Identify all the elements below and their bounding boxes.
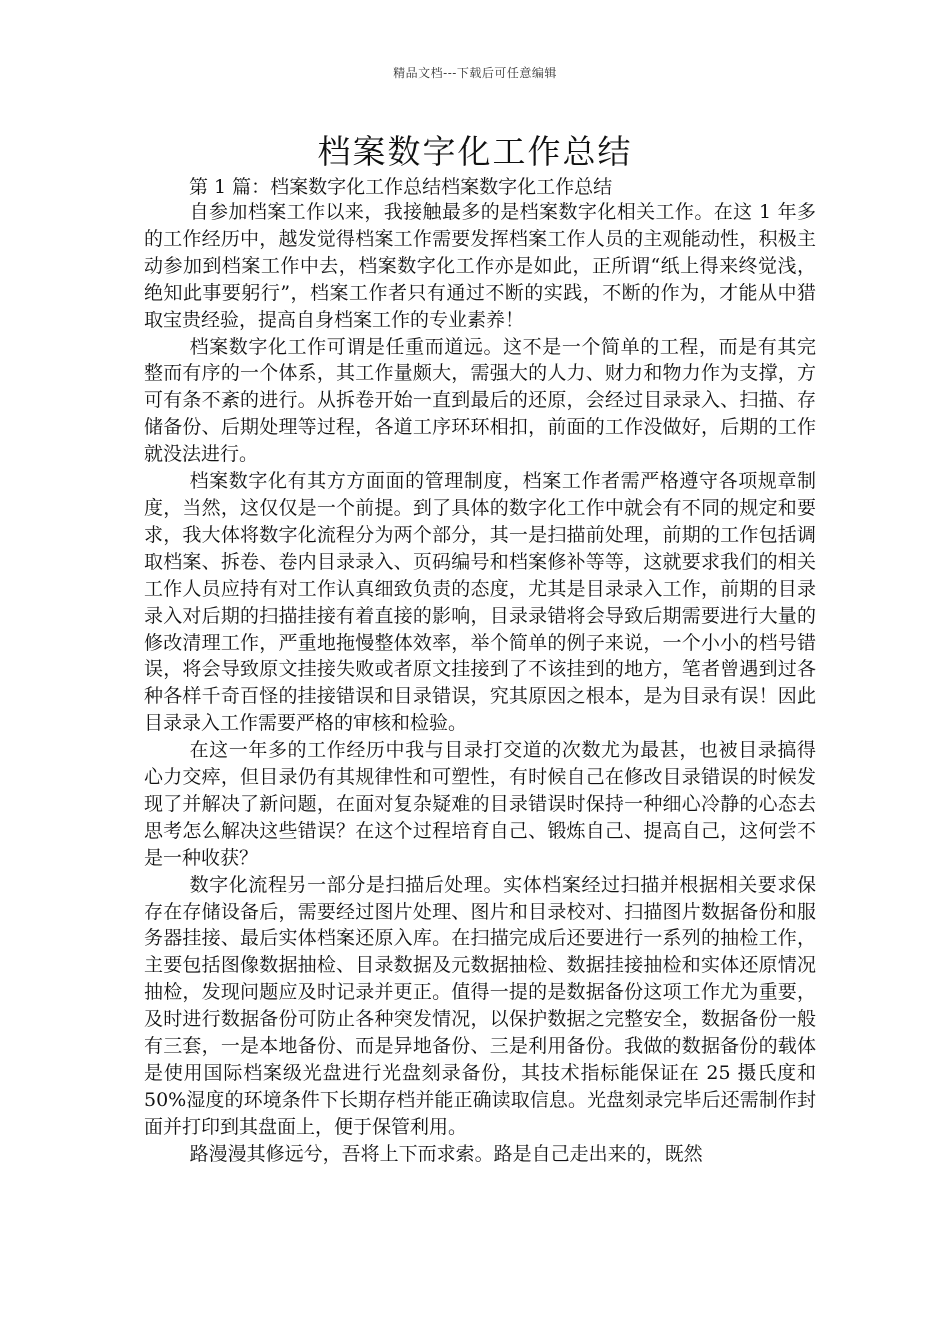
header-note: 精品文档---下载后可任意编辑 (393, 66, 557, 80)
section-heading: 第 1 篇：档案数字化工作总结档案数字化工作总结 (189, 176, 613, 198)
paragraph: 路漫漫其修远兮，吾将上下而求索。路是自己走出来的，既然 (189, 1142, 703, 1165)
document-title: 档案数字化工作总结 (317, 132, 633, 171)
paragraph: 自参加档案工作以来，我接触最多的是档案数字化相关工作。在这 1 年多的工作经历中，越发觉得档案工作需要发挥档案工作人员的主观能动性，积极主动参加到档案工作中去，档案数字化工作亦是如此，正所谓“纸上得来终觉浅，绝知此事要躬行”，档案工作者只有通过不断的实践，不断的作为，才能从中猎取宝贵经验，提高自身档案工作的专业素养！ (144, 201, 816, 331)
paragraph: 在这一年多的工作经历中我与目录打交道的次数尤为最甚，也被目录搞得心力交瘁，但目录仍有其规律性和可塑性，有时候自己在修改目录错误的时候发现了并解决了新问题，在面对复杂疑难的目录错误时保持一种细心冷静的心态去思考怎么解决这些错误？在这个过程培育自己、锻炼自己、提高自己，这何尝不是一种收获？ (144, 739, 816, 869)
paragraph: 数字化流程另一部分是扫描后处理。实体档案经过扫描并根据相关要求保存在存储设备后，需要经过图片处理、图片和目录校对、扫描图片数据备份和服务器挂接、最后实体档案还原入库。在扫描完成后还要进行一系列的抽检工作，主要包括图像数据抽检、目录数据及元数据抽检、数据挂接抽检和实体还原情况抽检，发现问题应及时记录并更正。值得一提的是数据备份这项工作尤为重要，及时进行数据备份可防止各种突发情况，以保护数据之完整安全，数据备份一般有三套，一是本地备份、而是异地备份、三是利用备份。我做的数据备份的载体是使用国际档案级光盘进行光盘刻录备份，其技术指标能保证在 25 摄氏度和 50%湿度的环境条件下长期存档并能正确读取信息。光盘刻录完毕后还需制作封面并打印到其盘面上，便于保管利用。 (144, 873, 816, 1138)
body-text (144, 199, 816, 1168)
paragraph: 档案数字化工作可谓是任重而道远。这不是一个简单的工程，而是有其完整而有序的一个体系，其工作量颇大，需强大的人力、财力和物力作为支撑，方可有条不紊的进行。从拆卷开始一直到最后的还原，会经过目录录入、扫描、存储备份、后期处理等过程，各道工序环环相扣，前面的工作没做好，后期的工作就没法进行。 (144, 335, 816, 466)
paragraph: 档案数字化有其方方面面的管理制度，档案工作者需严格遵守各项规章制度，当然，这仅仅是一个前提。到了具体的数字化工作中就会有不同的规定和要求，我大体将数字化流程分为两个部分，其一是扫描前处理，前期的工作包括调取档案、拆卷、卷内目录录入、页码编号和档案修补等等，这就要求我们的相关工作人员应持有对工作认真细致负责的态度，尤其是目录录入工作，前期的目录录入对后期的扫描挂接有着直接的影响，目录录错将会导致后期需要进行大量的修改清理工作，严重地拖慢整体效率，举个简单的例子来说，一个小小的档号错误，将会导致原文挂接失败或者原文挂接到了不该挂到的地方，笔者曾遇到过各种各样千奇百怪的挂接错误和目录错误，究其原因之根本，是为目录有误！因此目录录入工作需要严格的审核和检验。 (144, 470, 816, 735)
